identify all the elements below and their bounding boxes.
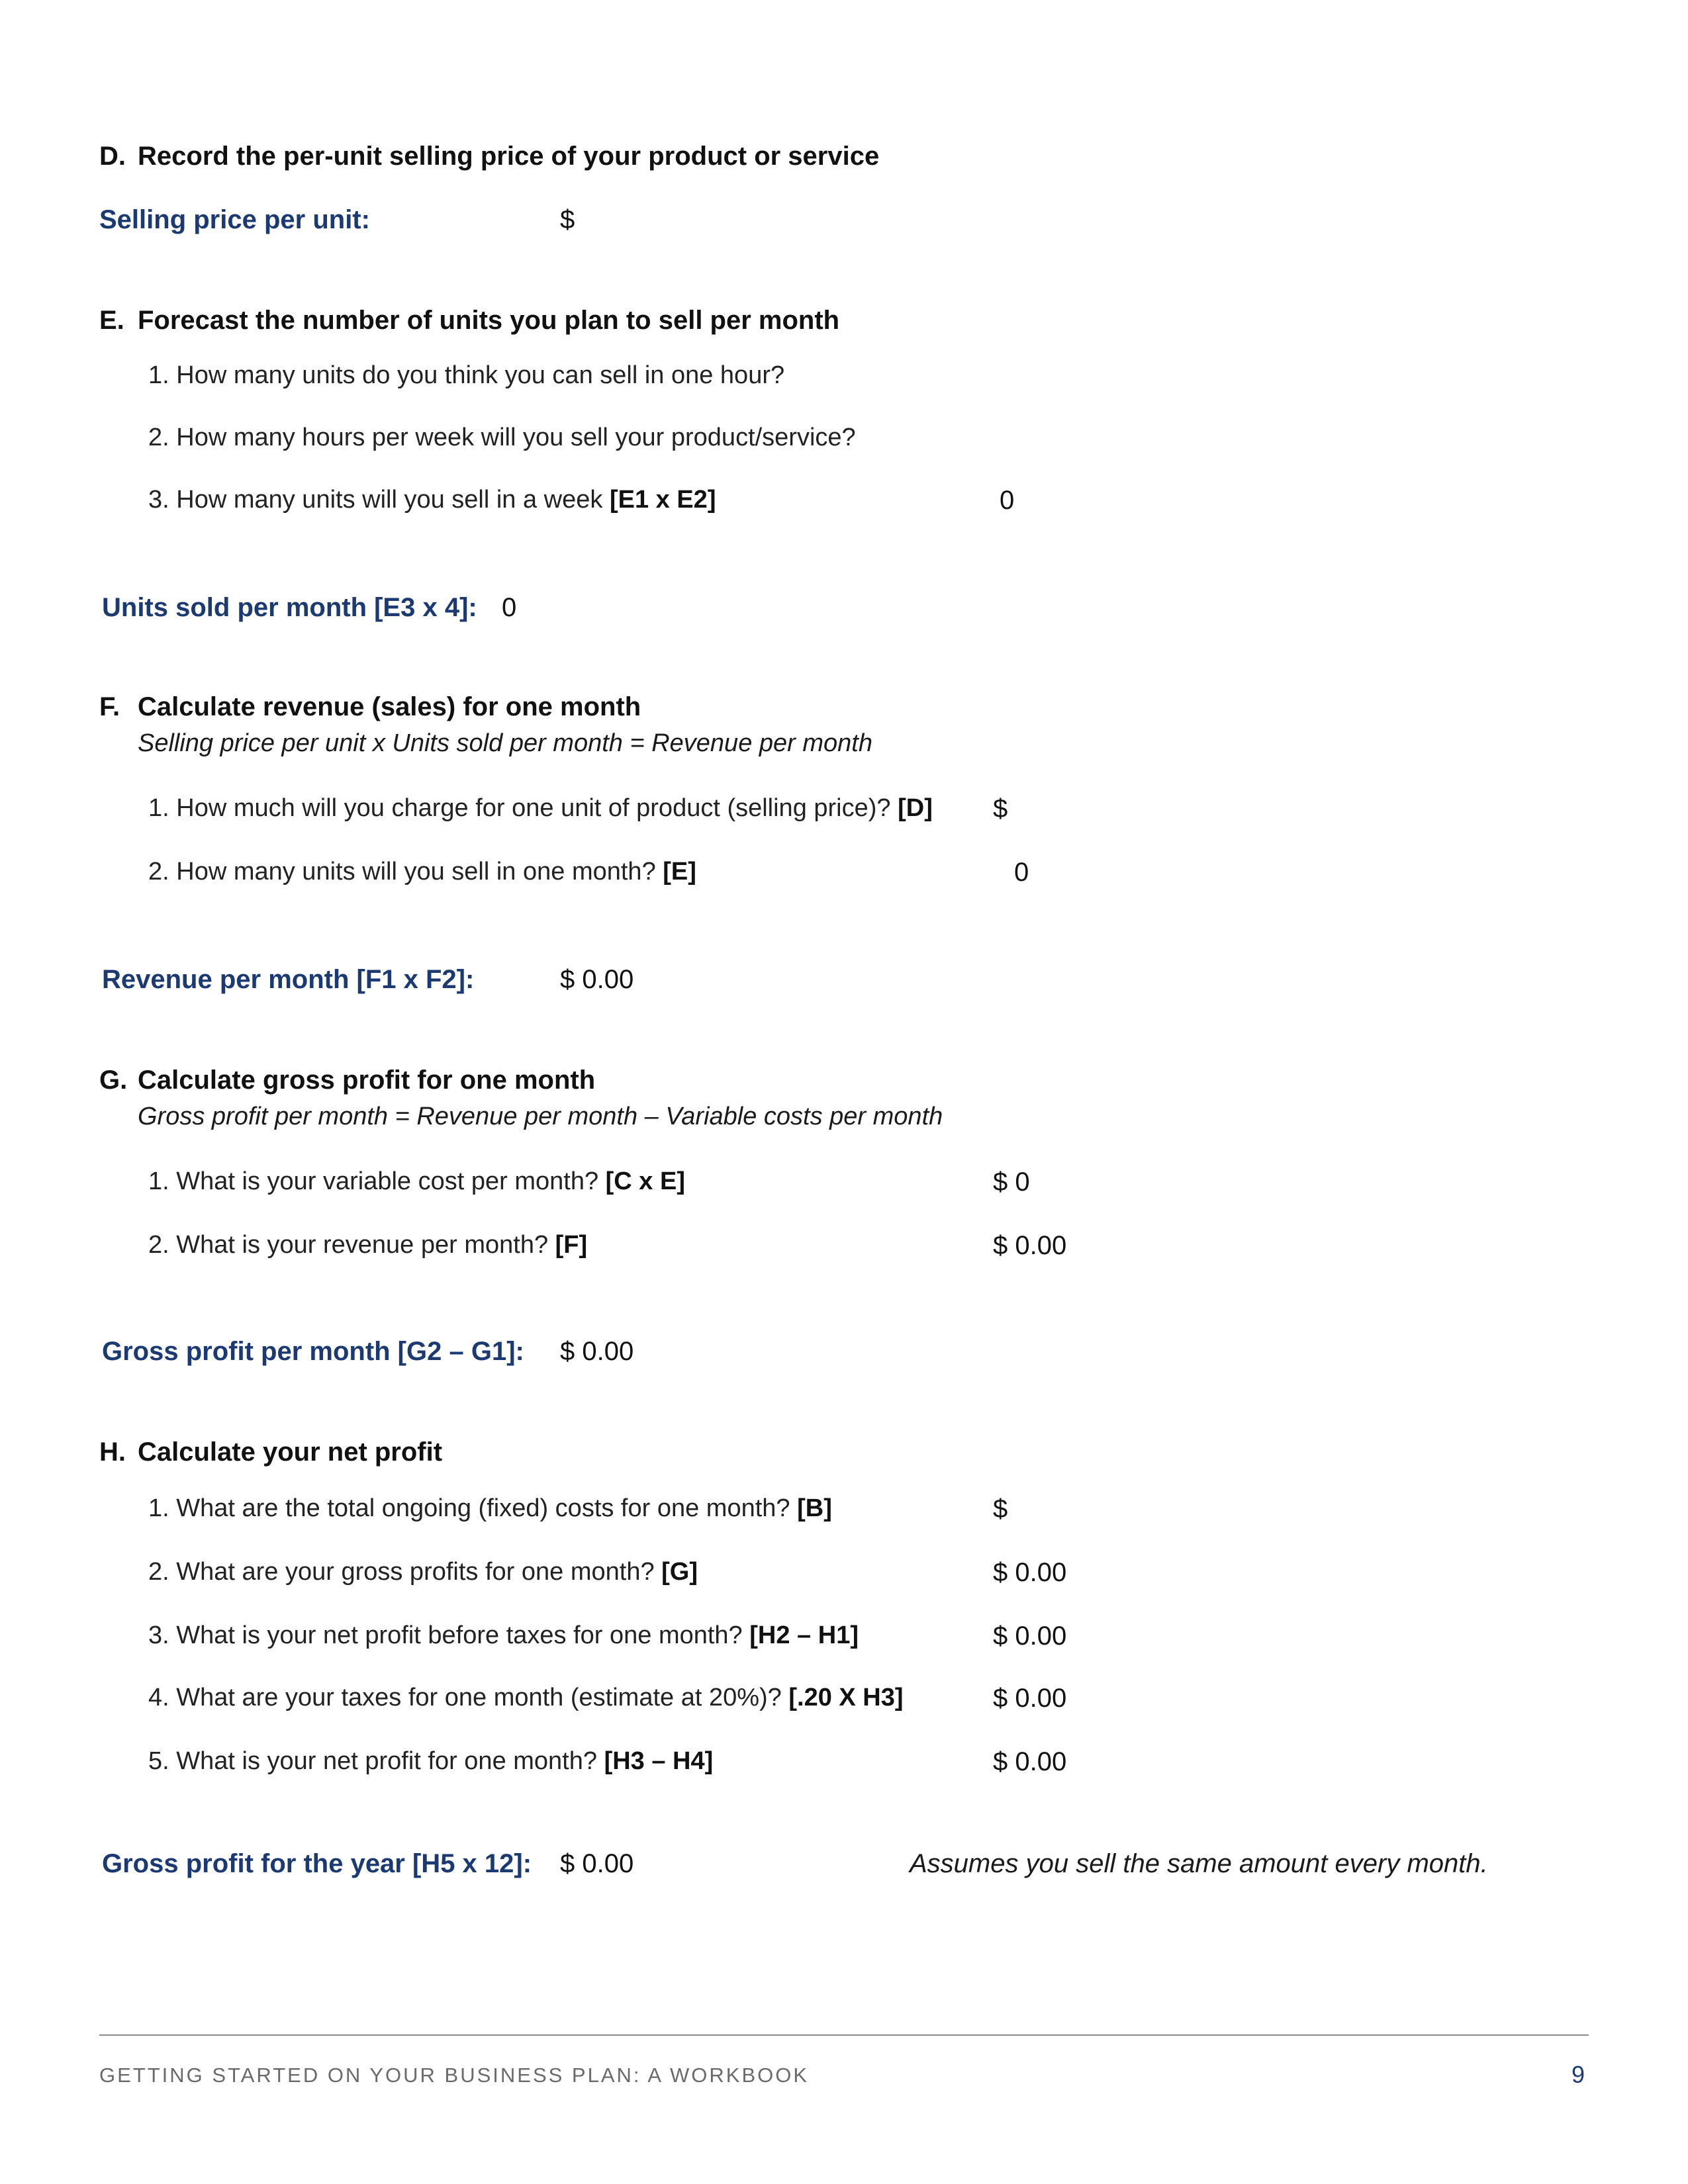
question-e3-ref: [E1 x E2] [609, 486, 716, 514]
section-f-title: Calculate revenue (sales) for one month [138, 692, 641, 721]
answer-h2-field[interactable]: $ 0.00 [993, 1558, 1067, 1587]
question-g2-text: 2. What is your revenue per month? [148, 1231, 555, 1259]
question-h2-text: 2. What are your gross profits for one month? [148, 1558, 662, 1586]
answer-h1-field[interactable]: $ [993, 1494, 1008, 1524]
question-g1-ref: [C x E] [605, 1167, 686, 1195]
answer-h3-field[interactable]: $ 0.00 [993, 1621, 1067, 1651]
section-f-formula: Selling price per unit x Units sold per month = Revenue per month [138, 729, 872, 757]
question-g1-text: 1. What is your variable cost per month? [148, 1167, 606, 1195]
section-d-letter: D. [99, 142, 126, 171]
section-g-formula: Gross profit per month = Revenue per month – Variable costs per month [138, 1103, 943, 1130]
units-per-month-field[interactable]: 0 [502, 593, 517, 622]
question-h3-ref: [H2 – H1] [749, 1621, 859, 1649]
answer-g1-field[interactable]: $ 0 [993, 1167, 1030, 1197]
selling-price-field[interactable]: $ [560, 205, 575, 234]
question-h2-ref: [G] [661, 1558, 698, 1586]
question-f2-text: 2. How many units will you sell in one month? [148, 858, 663, 886]
revenue-per-month-label: Revenue per month [F1 x F2]: [102, 965, 475, 994]
question-g2 [148, 1231, 587, 1259]
section-f-letter: F. [99, 692, 120, 721]
gross-profit-month-label: Gross profit per month [G2 – G1]: [102, 1337, 524, 1366]
question-e3-text: 3. How many units will you sell in a week [148, 486, 610, 514]
section-e-letter: E. [99, 306, 124, 335]
same-amount-note: Assumes you sell the same amount every month. [910, 1849, 1488, 1878]
question-h5-ref: [H3 – H4] [604, 1747, 714, 1775]
gross-profit-year-label: Gross profit for the year [H5 x 12]: [102, 1849, 532, 1878]
units-per-month-label: Units sold per month [E3 x 4]: [102, 593, 477, 622]
question-f1-ref: [D] [898, 794, 933, 822]
question-h1-ref: [B] [797, 1494, 832, 1522]
question-f2-ref: [E] [663, 858, 696, 886]
question-h1 [148, 1494, 832, 1523]
section-h-title: Calculate your net profit [138, 1437, 443, 1467]
gross-profit-month-field[interactable]: $ 0.00 [560, 1337, 634, 1366]
revenue-per-month-field[interactable]: $ 0.00 [560, 965, 634, 994]
gross-profit-year-field[interactable]: $ 0.00 [560, 1849, 634, 1878]
question-h1-text: 1. What are the total ongoing (fixed) costs for one month? [148, 1494, 798, 1522]
question-h4-text: 4. What are your taxes for one month (estimate at 20%)? [148, 1684, 789, 1711]
question-h4 [148, 1684, 904, 1712]
section-g-title: Calculate gross profit for one month [138, 1066, 596, 1095]
question-f1-text: 1. How much will you charge for one unit of product (selling price)? [148, 794, 898, 822]
question-f1 [148, 794, 933, 823]
question-g2-ref: [F] [555, 1231, 588, 1259]
section-g-heading [99, 1066, 595, 1095]
footer-divider [99, 2034, 1589, 2036]
section-g-letter: G. [99, 1066, 128, 1095]
answer-e3-field[interactable]: 0 [1000, 486, 1015, 515]
question-e3 [148, 486, 716, 514]
question-h5 [148, 1747, 713, 1776]
answer-h4-field[interactable]: $ 0.00 [993, 1684, 1067, 1713]
page-number: 9 [1571, 2061, 1585, 2088]
answer-h5-field[interactable]: $ 0.00 [993, 1747, 1067, 1776]
section-h-letter: H. [99, 1437, 126, 1467]
question-g1 [148, 1167, 685, 1196]
footer-title: GETTING STARTED ON YOUR BUSINESS PLAN: A WORKBOOK [99, 2064, 810, 2087]
question-e2: 2. How many hours per week will you sell your product/service? [148, 424, 856, 451]
answer-f1-field[interactable]: $ [993, 794, 1008, 823]
section-d-title: Record the per-unit selling price of your product or service [138, 142, 880, 171]
section-f-heading [99, 692, 641, 722]
question-f2 [148, 858, 696, 886]
question-h2 [148, 1558, 698, 1586]
selling-price-label: Selling price per unit: [99, 205, 370, 234]
question-h5-text: 5. What is your net profit for one month? [148, 1747, 604, 1775]
answer-g2-field[interactable]: $ 0.00 [993, 1231, 1067, 1260]
question-h3 [148, 1621, 859, 1650]
section-d-heading [99, 142, 879, 171]
question-e1: 1. How many units do you think you can sell in one hour? [148, 361, 785, 389]
section-h-heading [99, 1437, 442, 1467]
question-h4-ref: [.20 X H3] [788, 1684, 904, 1711]
section-e-title: Forecast the number of units you plan to sell per month [138, 306, 840, 335]
section-e-heading [99, 306, 839, 336]
answer-f2-field[interactable]: 0 [1014, 858, 1029, 887]
question-h3-text: 3. What is your net profit before taxes for one month? [148, 1621, 750, 1649]
